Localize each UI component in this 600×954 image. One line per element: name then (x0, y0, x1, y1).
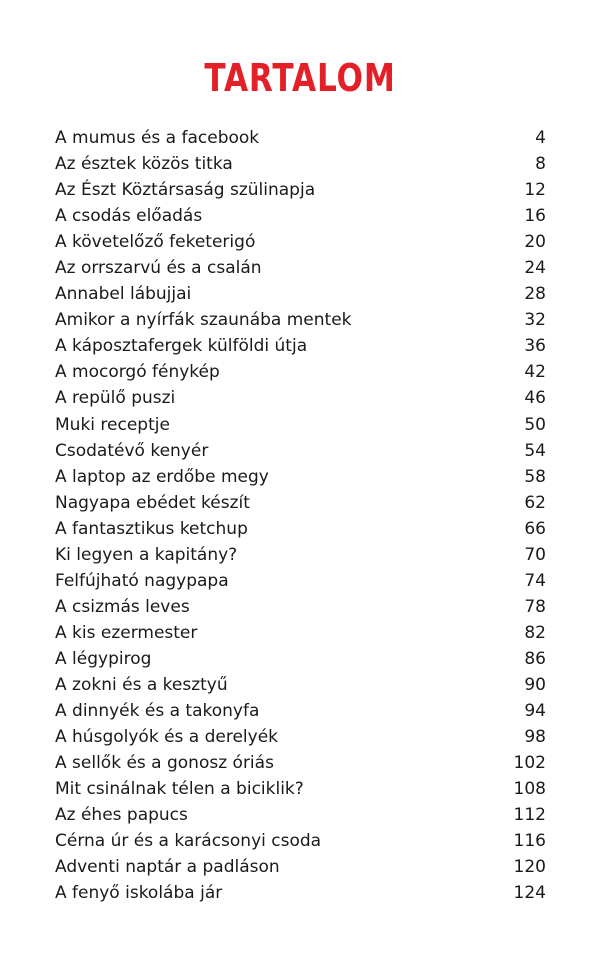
toc-entry-page-number: 120 (513, 857, 546, 878)
toc-entry-title: A fenyő iskolába jár (55, 883, 223, 904)
toc-entry-title: Mit csinálnak télen a biciklik? (55, 779, 304, 800)
toc-entry-title: Csodatévő kenyér (55, 440, 209, 461)
toc-entry (55, 151, 546, 177)
toc-entry-page-number: 36 (524, 336, 546, 357)
page-title: TARTALOM (204, 56, 396, 100)
toc-entry-title: A követelőző feketerigó (55, 232, 256, 253)
toc-entry (55, 828, 546, 854)
toc-entry-title: Az orrszarvú és a csalán (55, 258, 262, 279)
toc-entry (55, 177, 546, 203)
toc-entry-page-number: 70 (524, 544, 546, 565)
toc-entry (55, 880, 546, 906)
toc-entry (55, 620, 546, 646)
toc-entry-title: A mocorgó fénykép (55, 362, 220, 383)
table-of-contents (55, 125, 546, 906)
toc-entry-page-number: 124 (513, 883, 546, 904)
toc-entry-page-number: 94 (524, 701, 546, 722)
toc-entry-title: A légypirog (55, 648, 152, 669)
toc-entry (55, 542, 546, 568)
toc-entry-page-number: 98 (524, 727, 546, 748)
toc-entry-title: Annabel lábujjai (55, 284, 192, 305)
toc-entry-title: Ki legyen a kapitány? (55, 544, 238, 565)
toc-entry (55, 203, 546, 229)
toc-entry-page-number: 50 (524, 414, 546, 435)
toc-entry-page-number: 24 (524, 258, 546, 279)
toc-entry-title: A fantasztikus ketchup (55, 518, 248, 539)
toc-entry (55, 229, 546, 255)
toc-entry-page-number: 112 (513, 805, 546, 826)
toc-entry (55, 281, 546, 307)
toc-entry (55, 255, 546, 281)
toc-entry-page-number: 116 (513, 831, 546, 852)
toc-entry (55, 698, 546, 724)
toc-entry-page-number: 86 (524, 648, 546, 669)
toc-entry-title: Adventi naptár a padláson (55, 857, 280, 878)
toc-entry-title: Muki receptje (55, 414, 170, 435)
toc-entry (55, 568, 546, 594)
toc-entry (55, 672, 546, 698)
toc-entry (55, 125, 546, 151)
toc-entry-title: A mumus és a facebook (55, 128, 260, 148)
toc-entry-page-number: 28 (524, 284, 546, 305)
toc-entry-page-number: 8 (535, 154, 546, 175)
toc-entry (55, 359, 546, 385)
toc-entry-title: Felfújható nagypapa (55, 570, 229, 591)
toc-entry (55, 594, 546, 620)
toc-entry-page-number: 20 (524, 232, 546, 253)
toc-entry-title: Cérna úr és a karácsonyi csoda (55, 831, 322, 852)
toc-entry (55, 516, 546, 542)
toc-entry-title: A laptop az erdőbe megy (55, 466, 269, 487)
toc-entry-title: A sellők és a gonosz óriás (55, 753, 274, 774)
toc-entry-title: A repülő puszi (55, 388, 176, 409)
toc-entry-title: A csizmás leves (55, 596, 190, 617)
toc-entry-page-number: 66 (524, 518, 546, 539)
toc-entry-page-number: 78 (524, 596, 546, 617)
toc-entry-title: Az Észt Köztársaság szülinapja (55, 180, 316, 201)
toc-entry-title: A kis ezermester (55, 622, 198, 643)
toc-entry-page-number: 4 (535, 128, 546, 148)
toc-entry-page-number: 62 (524, 492, 546, 513)
toc-entry-title: A húsgolyók és a derelyék (55, 727, 279, 748)
toc-entry-page-number: 58 (524, 466, 546, 487)
toc-entry-page-number: 102 (513, 753, 546, 774)
toc-entry (55, 750, 546, 776)
toc-entry-page-number: 90 (524, 674, 546, 695)
toc-entry-page-number: 82 (524, 622, 546, 643)
toc-entry-title: Az éhes papucs (55, 805, 188, 826)
toc-entry-page-number: 54 (524, 440, 546, 461)
toc-entry (55, 438, 546, 464)
toc-entry-title: A csodás előadás (55, 206, 203, 227)
toc-entry-title: Nagyapa ebédet készít (55, 492, 250, 513)
toc-entry (55, 307, 546, 333)
toc-entry (55, 464, 546, 490)
toc-entry-title: A dinnyék és a takonyfa (55, 701, 260, 722)
toc-entry (55, 724, 546, 750)
toc-entry (55, 854, 546, 880)
toc-entry-page-number: 32 (524, 310, 546, 331)
toc-entry (55, 646, 546, 672)
toc-entry (55, 333, 546, 359)
toc-entry (55, 412, 546, 438)
toc-entry-page-number: 12 (524, 180, 546, 201)
toc-entry-page-number: 74 (524, 570, 546, 591)
toc-entry-title: Amikor a nyírfák szaunába mentek (55, 310, 352, 331)
toc-entry (55, 802, 546, 828)
toc-entry-title: A zokni és a kesztyű (55, 674, 228, 695)
toc-entry-title: A káposztafergek külföldi útja (55, 336, 308, 357)
toc-entry-page-number: 108 (513, 779, 546, 800)
toc-entry (55, 776, 546, 802)
toc-entry-page-number: 46 (524, 388, 546, 409)
toc-entry-page-number: 16 (524, 206, 546, 227)
toc-entry-page-number: 42 (524, 362, 546, 383)
toc-entry (55, 385, 546, 411)
toc-entry-title: Az észtek közös titka (55, 154, 233, 175)
toc-entry (55, 490, 546, 516)
